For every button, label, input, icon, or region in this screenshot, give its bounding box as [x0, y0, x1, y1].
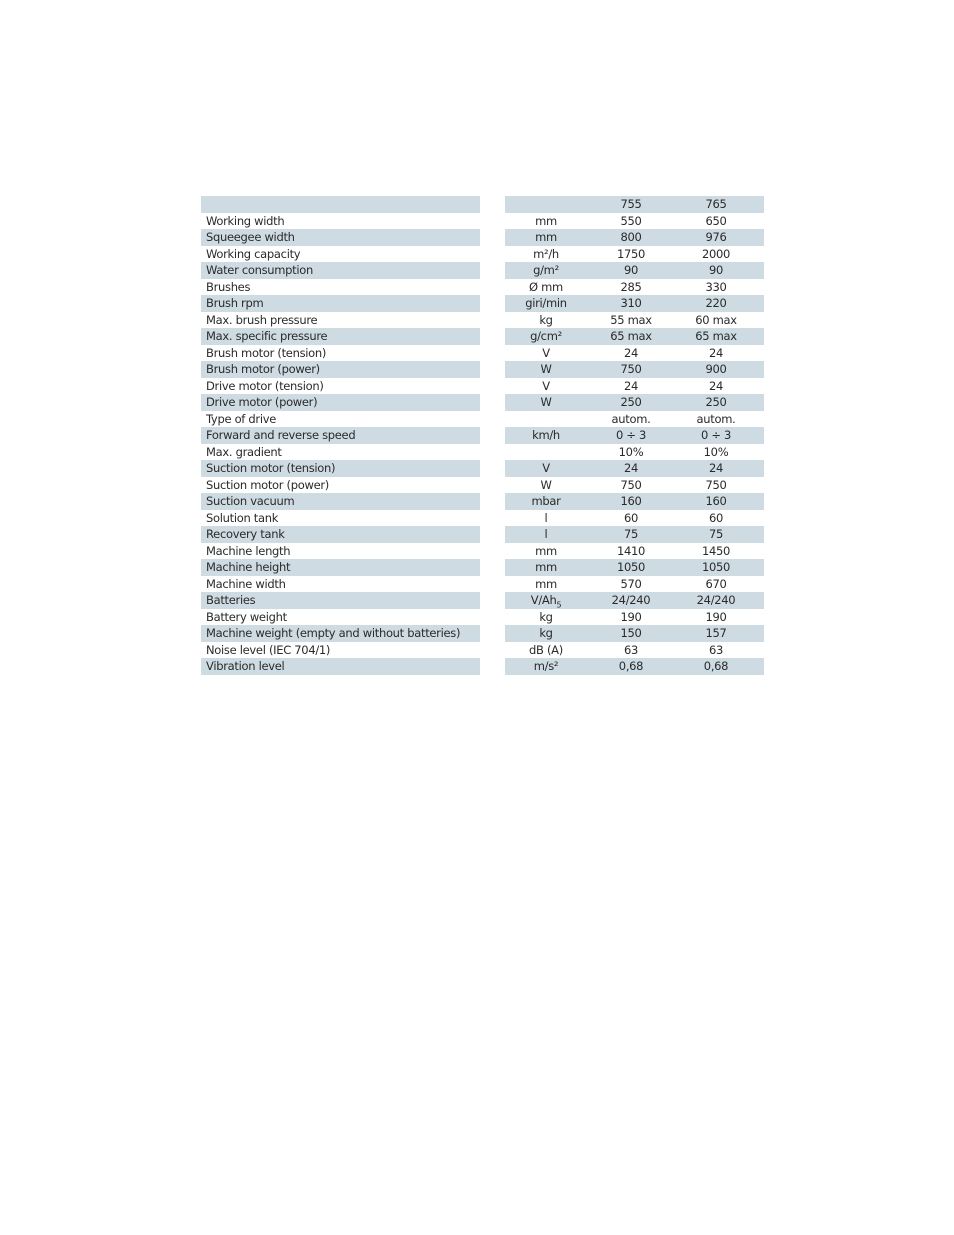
- spec-value-765: 24: [708, 461, 724, 475]
- spec-label: Working width: [206, 213, 285, 228]
- spec-label: Squeegee width: [206, 230, 295, 244]
- spec-label: Brush motor (power): [206, 362, 320, 376]
- spec-value-755: 90: [623, 263, 639, 277]
- spec-unit-text: mm: [535, 560, 557, 574]
- spec-label: Machine weight (empty and without batteries): [206, 626, 461, 640]
- spec-label: Suction motor (tension): [206, 461, 336, 475]
- spec-row-label: [201, 427, 480, 444]
- spec-unit: [505, 543, 587, 560]
- spec-value-765: 0,68: [703, 659, 729, 673]
- spec-row-label: [201, 411, 480, 428]
- spec-unit-subscript: 5: [556, 600, 562, 609]
- unit-header: [505, 196, 587, 213]
- spec-unit: [505, 642, 587, 659]
- spec-value-755: 24: [623, 345, 639, 360]
- spec-unit: [505, 592, 587, 609]
- spec-row-label: [201, 576, 480, 593]
- spec-row-values: [505, 510, 764, 527]
- spec-value-765: 10%: [703, 444, 729, 459]
- spec-unit: [505, 510, 587, 527]
- spec-row-label: [201, 592, 480, 609]
- spec-value-755: 24: [623, 461, 639, 475]
- spec-label: Brush rpm: [206, 296, 264, 310]
- spec-value-765: 190: [705, 609, 727, 624]
- spec-row-label: [201, 510, 480, 527]
- spec-label: Suction vacuum: [206, 494, 295, 508]
- spec-unit-text: m²/h: [533, 246, 559, 261]
- spec-value-755: autom.: [611, 411, 651, 426]
- spec-unit: [505, 328, 587, 345]
- spec-row-values: [505, 246, 764, 263]
- spec-value-755: 550: [620, 213, 642, 228]
- spec-unit: [505, 279, 587, 296]
- spec-unit-text: l: [544, 510, 548, 525]
- spec-value-765: autom.: [696, 411, 736, 426]
- spec-unit: [505, 361, 587, 378]
- spec-unit: [505, 493, 587, 510]
- spec-label: Machine length: [206, 543, 291, 558]
- spec-unit-text: V: [542, 345, 550, 360]
- spec-row-label: [201, 345, 480, 362]
- spec-row-label: [201, 477, 480, 494]
- spec-unit: [505, 378, 587, 395]
- spec-row-label: [201, 262, 480, 279]
- model-765-header: 765: [705, 197, 727, 211]
- spec-value-765: 24: [708, 345, 724, 360]
- spec-row-values: [505, 262, 764, 279]
- spec-row-values: [505, 279, 764, 296]
- spec-row-label: [201, 460, 480, 477]
- spec-row-label: [201, 378, 480, 395]
- spec-unit: [505, 526, 587, 543]
- spec-value-765: 90: [708, 263, 724, 277]
- spec-unit: [505, 229, 587, 246]
- spec-value-755: 250: [620, 395, 642, 409]
- spec-label: Drive motor (power): [206, 395, 318, 409]
- spec-unit-text: mbar: [531, 494, 561, 508]
- spec-value-765: 1450: [701, 543, 731, 558]
- spec-unit: [505, 213, 587, 230]
- spec-unit: [505, 394, 587, 411]
- spec-row-values: [505, 559, 764, 576]
- spec-unit: [505, 559, 587, 576]
- spec-label: Suction motor (power): [206, 477, 329, 492]
- spec-row-values: [505, 394, 764, 411]
- spec-unit: [505, 444, 587, 461]
- spec-label: Vibration level: [206, 659, 285, 673]
- spec-row-label: [201, 543, 480, 560]
- spec-label: Brush motor (tension): [206, 345, 327, 360]
- spec-row-values: [505, 411, 764, 428]
- spec-value-765: 250: [705, 395, 727, 409]
- spec-unit: [505, 295, 587, 312]
- spec-row-label: [201, 312, 480, 329]
- spec-unit-text: g/m²: [533, 263, 559, 277]
- spec-value-765: 24/240: [696, 593, 736, 607]
- spec-unit: [505, 460, 587, 477]
- spec-value-755: 24: [623, 378, 639, 393]
- spec-unit: [505, 411, 587, 428]
- spec-row-values: [505, 526, 764, 543]
- spec-value-755: 1750: [616, 246, 646, 261]
- spec-value-755: 750: [620, 477, 642, 492]
- spec-unit-text: W: [540, 395, 552, 409]
- spec-row-label: [201, 229, 480, 246]
- spec-unit-text: m/s²: [533, 659, 559, 673]
- spec-row-values: [505, 477, 764, 494]
- spec-unit-text: Ø mm: [529, 279, 563, 294]
- spec-row-label: [201, 642, 480, 659]
- spec-unit-text: km/h: [532, 428, 560, 442]
- spec-value-755: 0,68: [618, 659, 644, 673]
- spec-row-label: [201, 394, 480, 411]
- spec-value-755: 570: [620, 576, 642, 591]
- spec-row-values: [505, 609, 764, 626]
- spec-value-755: 24/240: [611, 593, 651, 607]
- spec-value-765: 157: [705, 626, 727, 640]
- spec-value-765: 2000: [701, 246, 731, 261]
- spec-unit-text: V/Ah: [530, 593, 557, 607]
- spec-row-values: [505, 229, 764, 246]
- spec-row-label: [201, 526, 480, 543]
- spec-unit-text: kg: [539, 626, 553, 640]
- spec-value-755: 160: [620, 494, 642, 508]
- spec-value-765: 1050: [701, 560, 731, 574]
- spec-row-values: [505, 592, 764, 609]
- spec-value-755: 800: [620, 230, 642, 244]
- spec-unit-text: giri/min: [525, 296, 567, 310]
- label-rows: [201, 213, 480, 675]
- values-header-row: [505, 196, 764, 213]
- spec-value-755: 63: [623, 642, 639, 657]
- spec-value-755: 10%: [618, 444, 644, 459]
- spec-unit: [505, 625, 587, 642]
- spec-row-values: [505, 328, 764, 345]
- spec-row-values: [505, 543, 764, 560]
- spec-label: Machine width: [206, 576, 286, 591]
- spec-value-765: 650: [705, 213, 727, 228]
- spec-value-755: 190: [620, 609, 642, 624]
- spec-value-765: 900: [705, 362, 727, 376]
- spec-value-765: 75: [708, 527, 724, 541]
- spec-label: Batteries: [206, 593, 256, 607]
- spec-label: Working capacity: [206, 246, 301, 261]
- spec-unit-text: l: [544, 527, 548, 541]
- spec-label: Max. specific pressure: [206, 329, 328, 343]
- spec-row-values: [505, 361, 764, 378]
- spec-row-values: [505, 658, 764, 675]
- spec-row-values: [505, 493, 764, 510]
- spec-row-values: [505, 642, 764, 659]
- spec-value-765: 750: [705, 477, 727, 492]
- spec-row-values: [505, 460, 764, 477]
- spec-label: Machine height: [206, 560, 291, 574]
- spec-row-label: [201, 246, 480, 263]
- spec-value-755: 150: [620, 626, 642, 640]
- spec-unit-text: mm: [535, 576, 557, 591]
- spec-unit: [505, 609, 587, 626]
- spec-row-label: [201, 609, 480, 626]
- labels-header-row: [201, 196, 480, 213]
- spec-label: Max. brush pressure: [206, 312, 318, 327]
- spec-unit: [505, 345, 587, 362]
- model-755-header: 755: [620, 197, 642, 211]
- spec-value-765: 65 max: [695, 329, 737, 343]
- spec-row-values: [505, 295, 764, 312]
- spec-value-765: 60 max: [695, 312, 737, 327]
- spec-unit: [505, 312, 587, 329]
- spec-value-755: 1410: [616, 543, 646, 558]
- spec-value-765: 220: [705, 296, 727, 310]
- spec-row-label: [201, 328, 480, 345]
- spec-row-label: [201, 213, 480, 230]
- spec-unit: [505, 427, 587, 444]
- spec-value-765: 0 ÷ 3: [700, 428, 732, 442]
- spec-label: Water consumption: [206, 263, 314, 277]
- spec-row-label: [201, 279, 480, 296]
- spec-unit-text: kg: [539, 609, 553, 624]
- spec-row-label: [201, 493, 480, 510]
- spec-row-values: [505, 625, 764, 642]
- spec-value-755: 75: [623, 527, 639, 541]
- spec-unit-text: V: [542, 461, 550, 475]
- spec-value-765: 670: [705, 576, 727, 591]
- spec-row-values: [505, 213, 764, 230]
- spec-value-755: 285: [620, 279, 642, 294]
- spec-row-values: [505, 427, 764, 444]
- spec-row-label: [201, 559, 480, 576]
- spec-row-label: [201, 625, 480, 642]
- spec-label: Battery weight: [206, 609, 287, 624]
- spec-value-765: 976: [705, 230, 727, 244]
- spec-row-values: [505, 378, 764, 395]
- spec-value-755: 750: [620, 362, 642, 376]
- spec-value-765: 160: [705, 494, 727, 508]
- spec-value-755: 1050: [616, 560, 646, 574]
- spec-label: Drive motor (tension): [206, 378, 324, 393]
- spec-unit: [505, 262, 587, 279]
- spec-label: Brushes: [206, 279, 251, 294]
- spec-unit-text: V: [542, 378, 550, 393]
- spec-label: Max. gradient: [206, 444, 282, 459]
- spec-unit: [505, 246, 587, 263]
- spec-label: Solution tank: [206, 510, 279, 525]
- spec-unit: [505, 477, 587, 494]
- spec-label: Forward and reverse speed: [206, 428, 356, 442]
- spec-value-765: 24: [708, 378, 724, 393]
- spec-row-values: [505, 444, 764, 461]
- spec-label: Recovery tank: [206, 527, 285, 541]
- spec-unit: [505, 576, 587, 593]
- spec-value-755: 310: [620, 296, 642, 310]
- spec-row-values: [505, 576, 764, 593]
- spec-unit-text: mm: [535, 543, 557, 558]
- spec-unit-text: mm: [535, 213, 557, 228]
- value-rows: [505, 213, 764, 675]
- spec-value-755: 65 max: [610, 329, 652, 343]
- spec-row-label: [201, 295, 480, 312]
- spec-unit-text: W: [540, 362, 552, 376]
- spec-unit-text: W: [540, 477, 552, 492]
- spec-label: Noise level (IEC 704/1): [206, 642, 331, 657]
- spec-unit: [505, 658, 587, 675]
- spec-row-values: [505, 345, 764, 362]
- spec-value-765: 60: [708, 510, 724, 525]
- spec-unit-text: g/cm²: [530, 329, 562, 343]
- spec-row-values: [505, 312, 764, 329]
- spec-value-755: 60: [623, 510, 639, 525]
- spec-values-column: [505, 196, 764, 675]
- spec-value-765: 63: [708, 642, 724, 657]
- spec-unit-text: mm: [535, 230, 557, 244]
- spec-label: Type of drive: [206, 411, 277, 426]
- spec-unit-text: kg: [539, 312, 553, 327]
- spec-unit-text: dB (A): [529, 642, 563, 657]
- spec-labels-column: [201, 196, 480, 675]
- spec-row-label: [201, 444, 480, 461]
- spec-row-label: [201, 361, 480, 378]
- spec-value-755: 55 max: [610, 312, 652, 327]
- spec-row-label: [201, 658, 480, 675]
- spec-value-765: 330: [705, 279, 727, 294]
- spec-value-755: 0 ÷ 3: [615, 428, 647, 442]
